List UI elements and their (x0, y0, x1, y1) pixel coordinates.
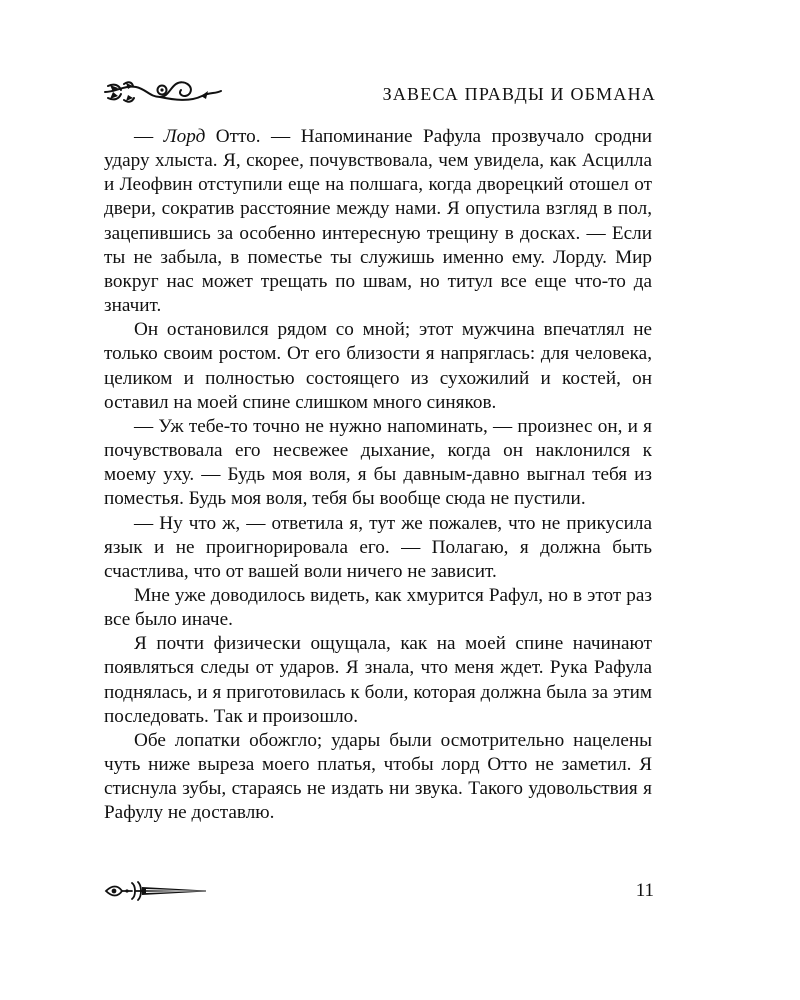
page-body-text (104, 125, 652, 826)
page-number: 11 (635, 880, 654, 901)
paragraph-text: Отто. — Напоминание Рафула прозвучало сродни удару хлыста. Я, скорее, почувствовала, чем увидела, как Асцилла и Леофвин отступили еще на полшага, когда дворецкий отошел от двери, сократив расстояние между нами. Я опустила взгляд в пол, зацепившись за особенно интересную трещину в досках. — Если ты не забыла, в поместье ты служишь именно ему. Лорду. Мир вокруг нас может трещать по швам, но титул все еще что-то да значит. (104, 126, 652, 317)
page-footer (102, 872, 656, 912)
paragraph: Мне уже доводилось видеть, как хмурится Рафул, но в этот раз все было иначе. (104, 584, 652, 631)
dagger-icon (102, 878, 210, 904)
serpent-vine-icon (102, 72, 224, 112)
paragraph: — Уж тебе-то точно не нужно напоминать, — произнес он, и я почувствовала его несвежее дыхание, когда он наклонился к моему уху. — Будь моя воля, я бы давным-давно выгнал тебя из поместья. Будь моя воля, тебя бы вообще сюда не пустили. (104, 415, 652, 510)
paragraph (104, 125, 652, 318)
paragraph: Я почти физически ощущала, как на моей спине начинают появляться следы от ударов. Я знала, что меня ждет. Рука Рафула поднялась, и я приготовилась к боли, которая должна была за этим последовать. Так и произошло. (104, 633, 652, 727)
running-head-title: ЗАВЕСА ПРАВДЫ И ОБМАНА (382, 84, 656, 104)
paragraph: Он остановился рядом со мной; этот мужчина впечатлял не только своим ростом. От его близости я напряглась: для человека, целиком и полностью состоящего из сухожилий и костей, он оставил на моей спине слишком много синяков. (104, 319, 652, 413)
paragraph: Обе лопатки обожгло; удары были осмотрительно нацелены чуть ниже выреза моего платья, чтобы лорд Отто не заметил. Я стиснула зубы, стараясь не издать ни звука. Такого удовольствия я Рафулу не доставлю. (104, 729, 652, 824)
paragraph: — Ну что ж, — ответила я, тут же пожалев, что не прикусила язык и не проигнорировала его. — Полагаю, я должна быть счастлива, что от вашей воли ничего не зависит. (104, 512, 652, 582)
page-header (102, 70, 656, 114)
paragraph-dash: — (134, 126, 164, 147)
paragraph-italic-lead: Лорд (163, 126, 206, 147)
